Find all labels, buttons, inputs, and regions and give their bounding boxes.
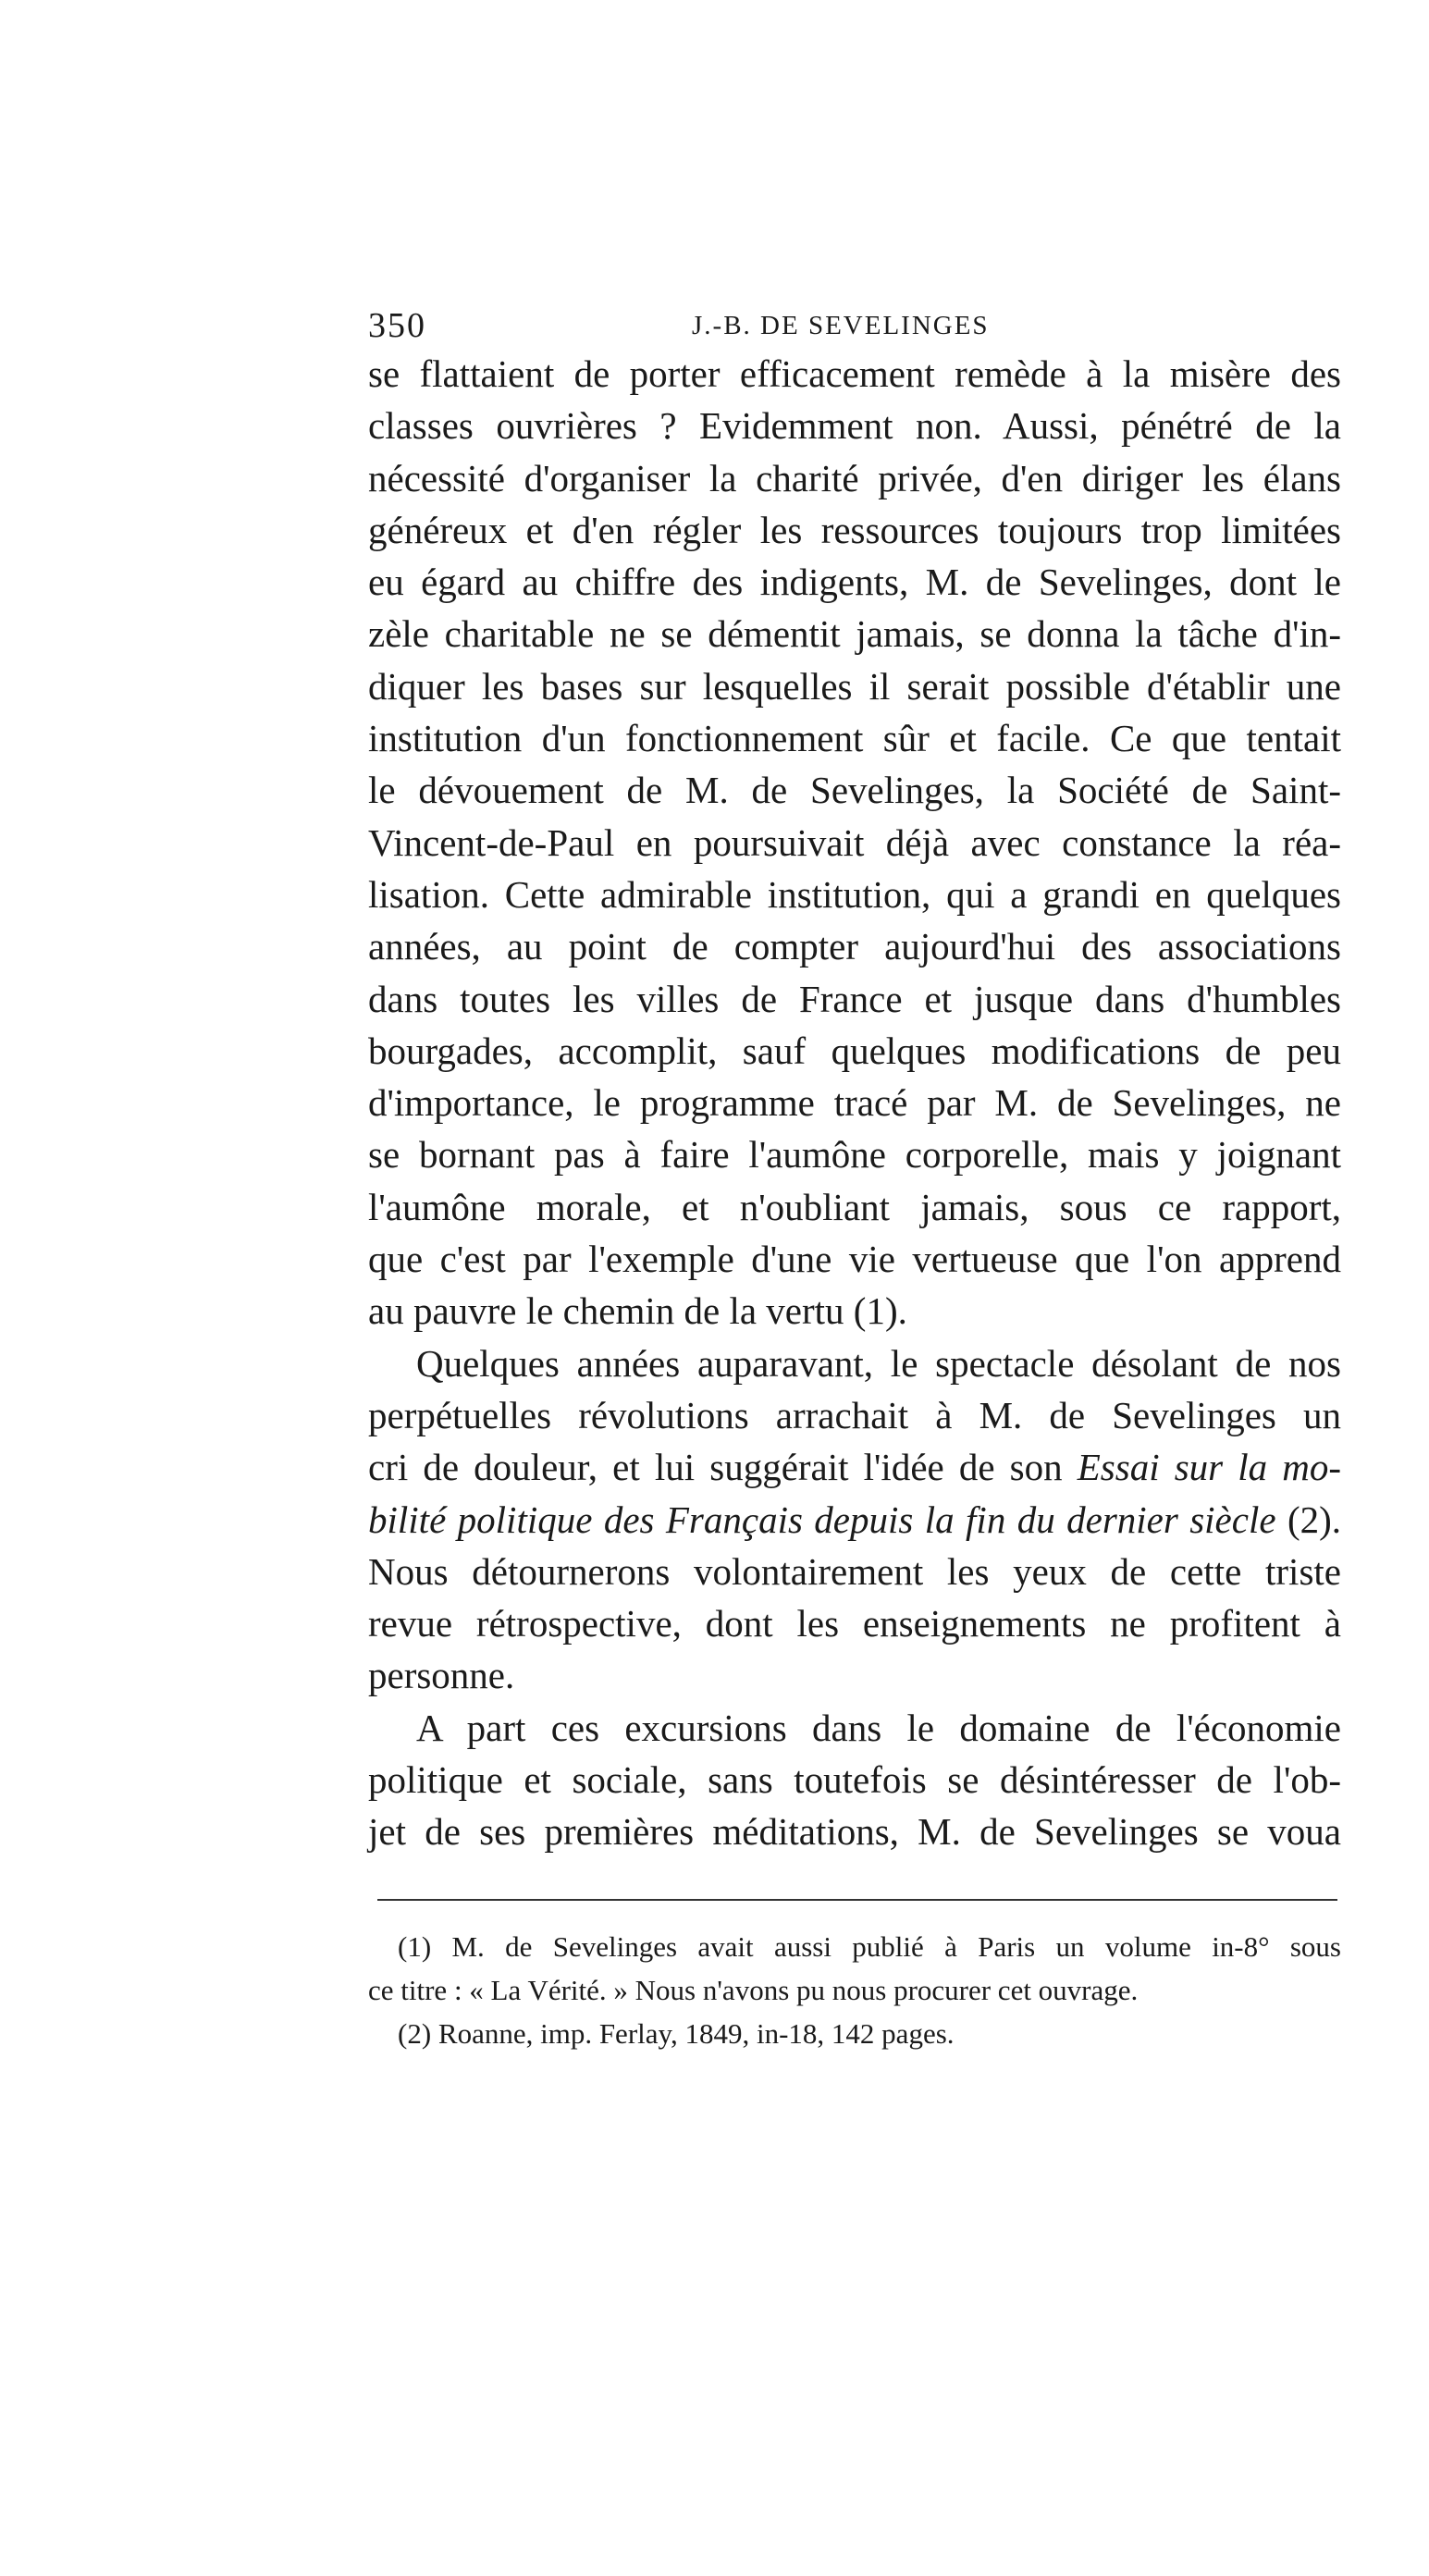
running-head: J.-B. DE SEVELINGES bbox=[692, 311, 990, 340]
footnote-2: (2) Roanne, imp. Ferlay, 1849, in-18, 142 pages. bbox=[398, 2016, 955, 2050]
text-line: classes ouvrières ? Evidemment non. Aussi, pénétré de la bbox=[368, 404, 1341, 448]
text-line: nécessité d'organiser la charité privée, d'en diriger les élans bbox=[368, 456, 1341, 499]
body-text bbox=[368, 348, 1341, 1858]
text-line-with-title bbox=[368, 1441, 1341, 1493]
text-line: A part ces excursions dans le domaine de l'économie bbox=[416, 1706, 1341, 1749]
paragraph-1 bbox=[368, 348, 1341, 1337]
text-line: Vincent-de-Paul en poursuivait déjà avec constance la réa- bbox=[368, 820, 1341, 864]
text-fragment: cri de douleur, et lui suggérait l'idée de son bbox=[368, 1446, 1078, 1489]
page-header bbox=[368, 298, 1341, 346]
text-line: lisation. Cette admirable institution, qui a grandi en quelques bbox=[368, 872, 1341, 916]
text-line: dans toutes les villes de France et jusque dans d'humbles bbox=[368, 977, 1341, 1020]
text-line: bourgades, accomplit, sauf quelques modifications de peu bbox=[368, 1029, 1341, 1072]
text-line: au pauvre le chemin de la vertu (1). bbox=[368, 1289, 907, 1333]
text-line: eu égard au chiffre des indigents, M. de Sevelinges, dont le bbox=[368, 561, 1341, 604]
footnote-ref: (2). bbox=[1275, 1498, 1342, 1541]
text-line: que c'est par l'exemple d'une vie vertueuse que l'on apprend bbox=[368, 1238, 1341, 1281]
text-line: années, au point de compter aujourd'hui des associations bbox=[368, 925, 1341, 968]
text-line: perpétuelles révolutions arrachait à M. de Sevelinges un bbox=[368, 1393, 1341, 1436]
paragraph-3 bbox=[368, 1702, 1341, 1858]
text-line: le dévouement de M. de Sevelinges, la Société de Saint- bbox=[368, 769, 1341, 812]
footnote-1-line-1: (1) M. de Sevelinges avait aussi publié à Paris un volume in-8° sous bbox=[398, 1929, 1341, 1963]
text-line: politique et sociale, sans toutefois se désintéresser de l'ob- bbox=[368, 1758, 1341, 1802]
paragraph-2 bbox=[368, 1337, 1341, 1702]
text-line: institution d'un fonctionnement sûr et facile. Ce que tentait bbox=[368, 717, 1341, 760]
page bbox=[368, 298, 1341, 2055]
text-line: personne. bbox=[368, 1654, 515, 1697]
text-line: zèle charitable ne se démentit jamais, se donna la tâche d'in- bbox=[368, 612, 1341, 656]
book-title-italic: bilité politique des Français depuis la fin du dernier siècle bbox=[368, 1498, 1276, 1541]
text-line: Quelques années auparavant, le spectacle désolant de nos bbox=[416, 1341, 1341, 1385]
footnote-divider bbox=[377, 1899, 1337, 1901]
footnote-1-line-2: ce titre : « La Vérité. » Nous n'avons pu nous procurer cet ouvrage. bbox=[368, 1973, 1139, 2006]
book-title-italic: Essai sur la mo- bbox=[1077, 1446, 1341, 1489]
page-number: 350 bbox=[368, 306, 426, 345]
text-line: d'importance, le programme tracé par M. de Sevelinges, ne bbox=[368, 1081, 1341, 1125]
text-line: se bornant pas à faire l'aumône corporelle, mais y joignant bbox=[368, 1133, 1341, 1177]
text-line: généreux et d'en régler les ressources toujours trop limitées bbox=[368, 508, 1341, 551]
footnotes bbox=[368, 1925, 1341, 2055]
text-line: se flattaient de porter efficacement remède à la misère des bbox=[368, 352, 1341, 395]
text-line: revue rétrospective, dont les enseignements ne profitent à bbox=[368, 1602, 1341, 1645]
text-line: jet de ses premières méditations, M. de Sevelinges se voua bbox=[368, 1810, 1341, 1854]
text-line: l'aumône morale, et n'oubliant jamais, sous ce rapport, bbox=[368, 1185, 1341, 1228]
text-line-with-title bbox=[368, 1494, 1341, 1546]
text-line: diquer les bases sur lesquelles il serait possible d'établir une bbox=[368, 664, 1341, 708]
text-line: Nous détournerons volontairement les yeux de cette triste bbox=[368, 1549, 1341, 1593]
